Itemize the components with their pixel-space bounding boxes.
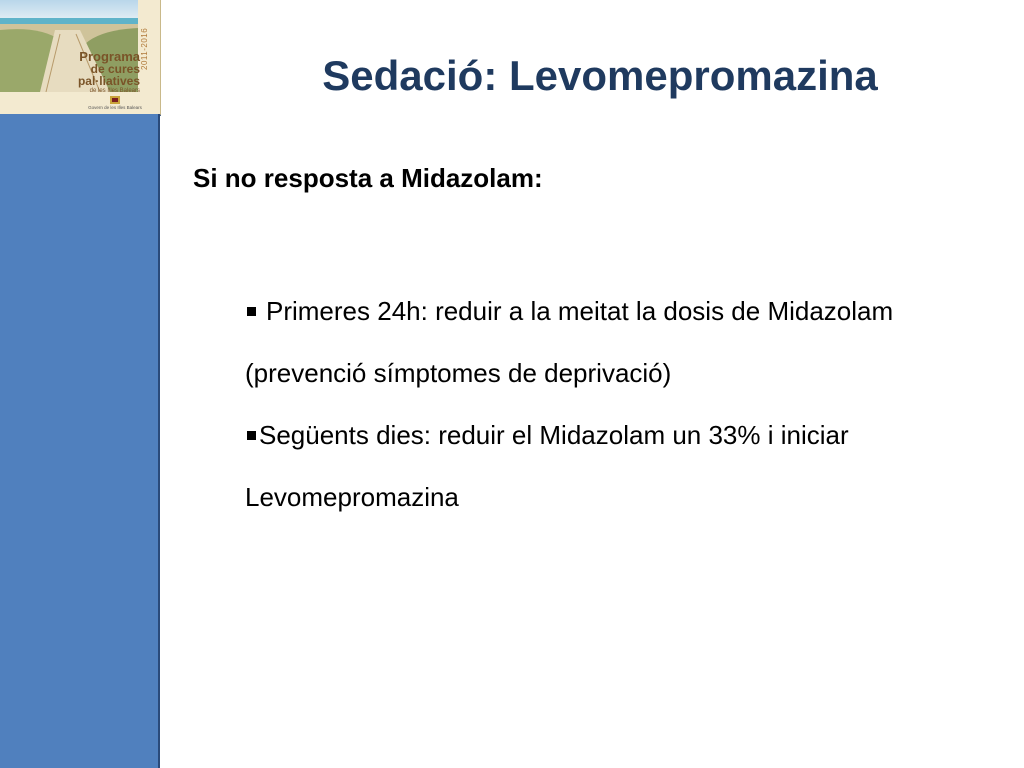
- program-logo: [0, 0, 161, 116]
- government-emblem-icon: [110, 96, 120, 104]
- slide-title: Sedació: Levomepromazina: [322, 52, 878, 99]
- intro-text: Si no resposta a Midazolam:: [193, 163, 543, 193]
- government-name: Govern de les Illes Balears: [88, 105, 142, 110]
- program-years: 2011-2016: [140, 27, 149, 71]
- government-mark: [70, 96, 160, 110]
- program-name-line2: de cures pal·liatives: [77, 62, 140, 88]
- bullet-list: [245, 280, 985, 528]
- bullet-text: Primeres 24h: reduir a la meitat la dosis de Midazolam (prevenció símptomes de deprivació): [245, 296, 894, 388]
- list-item: [245, 404, 985, 528]
- bullet-text: Següents dies: reduir el Midazolam un 33% i iniciar Levomepromazina: [245, 420, 849, 512]
- sidebar-panel: [0, 114, 160, 768]
- square-bullet-icon: [247, 307, 256, 316]
- list-item: [245, 280, 985, 404]
- program-name-line1: Programa: [79, 49, 140, 64]
- program-name-line3: de les Illes Balears: [89, 88, 140, 94]
- program-name: [54, 50, 140, 94]
- square-bullet-icon: [247, 431, 256, 440]
